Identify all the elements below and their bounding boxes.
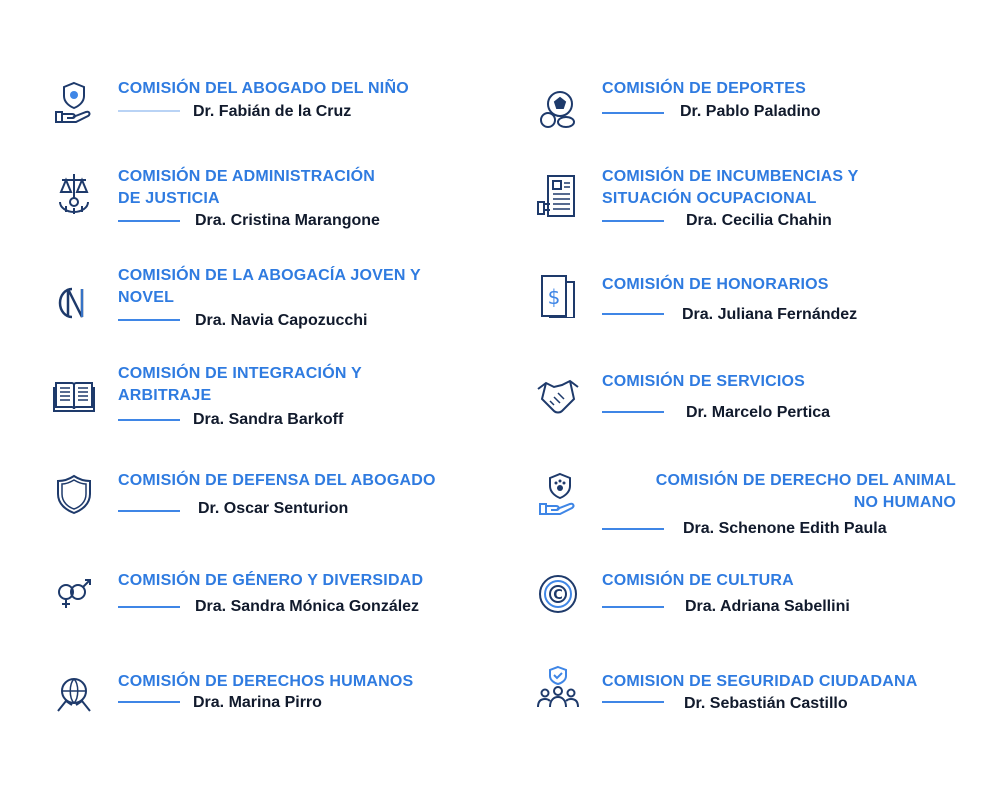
commission-leader-name: Dra. Sandra Mónica González: [195, 598, 420, 615]
divider-line: [602, 606, 664, 608]
divider-line: [602, 313, 664, 315]
cn-logo-icon: [52, 281, 96, 325]
divider-line: [602, 528, 664, 530]
commission-leader-name: Dra. Marina Pirro: [193, 694, 322, 711]
handshake-icon: [536, 373, 580, 417]
divider-line: [602, 220, 664, 222]
commission-leader-name: Dra. Schenone Edith Paula: [683, 520, 887, 537]
divider-line: [118, 606, 180, 608]
commission-item: [52, 78, 492, 128]
commission-item: [52, 166, 492, 236]
commission-item: [536, 671, 976, 721]
commission-title: COMISIÓN DE DEPORTES: [602, 80, 807, 97]
commission-leader-name: Dra. Cristina Marangone: [195, 212, 380, 229]
commission-title: COMISIÓN DE LA ABOGACÍA JOVEN Y NOVEL: [118, 267, 421, 306]
divider-line: [118, 701, 180, 703]
paw-shield-hand-icon: [536, 472, 580, 516]
commission-leader-name: Dra. Adriana Sabellini: [685, 598, 850, 615]
svg-text:C: C: [553, 588, 563, 603]
commission-item: [52, 363, 492, 433]
commission-leader-name: Dra. Sandra Barkoff: [193, 411, 344, 428]
shield-icon: [52, 472, 96, 516]
commission-item: [536, 166, 976, 236]
divider-line: [118, 110, 180, 112]
divider-line: [602, 112, 664, 114]
dollar-document-icon: [536, 274, 580, 318]
commission-title: COMISIÓN DE INCUMBENCIAS Y SITUACIÓN OCUPACIONAL: [602, 168, 859, 207]
commission-title: COMISIÓN DE DEFENSA DEL ABOGADO: [118, 472, 436, 489]
commission-title: COMISION DE SEGURIDAD CIUDADANA: [602, 673, 918, 690]
commission-item: [536, 570, 976, 620]
commission-item: [52, 265, 492, 335]
scales-gear-icon: [52, 172, 96, 216]
commission-leader-name: Dra. Navia Capozucchi: [195, 312, 368, 329]
security-people-icon: [536, 665, 580, 709]
commission-leader-name: Dr. Oscar Senturion: [198, 500, 349, 517]
divider-line: [602, 411, 664, 413]
commission-title: COMISIÓN DE CULTURA: [602, 572, 794, 589]
divider-line: [118, 419, 180, 421]
commission-leader-name: Dr. Pablo Paladino: [680, 103, 821, 120]
svg-text:$: $: [547, 285, 561, 309]
gender-symbols-icon: [52, 572, 96, 616]
commission-title: COMISIÓN DE HONORARIOS: [602, 276, 829, 293]
document-hand-icon: [536, 174, 580, 218]
commission-title: COMISIÓN DE SERVICIOS: [602, 373, 806, 390]
commission-leader-name: Dra. Cecilia Chahin: [686, 212, 832, 229]
commission-title: COMISIÓN DEL ABOGADO DEL NIÑO: [118, 80, 409, 97]
commission-title: COMISIÓN DE DERECHO DEL ANIMAL NO HUMANO: [655, 472, 956, 511]
commission-leader-name: Dr. Fabián de la Cruz: [193, 103, 352, 120]
commission-leader-name: Dra. Juliana Fernández: [682, 306, 858, 323]
commission-item: [52, 570, 492, 620]
commission-title: COMISIÓN DE GÉNERO Y DIVERSIDAD: [118, 572, 424, 589]
commission-leader-name: Dr. Sebastián Castillo: [684, 695, 848, 712]
globe-hands-icon: [52, 673, 96, 717]
sports-balls-icon: [536, 88, 580, 132]
shield-child-hand-icon: [52, 80, 96, 124]
divider-line: [602, 701, 664, 703]
open-book-icon: [52, 373, 96, 417]
commission-leader-name: Dr. Marcelo Pertica: [686, 404, 831, 421]
commission-title: COMISIÓN DE INTEGRACIÓN Y ARBITRAJE: [118, 365, 362, 404]
commission-item: [52, 470, 492, 520]
commission-title: COMISIÓN DE ADMINISTRACIÓN DE JUSTICIA: [118, 168, 376, 207]
commission-title: COMISIÓN DE DERECHOS HUMANOS: [118, 673, 414, 690]
divider-line: [118, 319, 180, 321]
commission-item: [536, 78, 976, 128]
commission-item: [536, 371, 976, 421]
commission-item: [536, 274, 976, 324]
divider-line: [118, 510, 180, 512]
commission-item: [536, 470, 976, 540]
copyright-circle-icon: [536, 572, 580, 616]
divider-line: [118, 220, 180, 222]
commission-item: [52, 671, 492, 721]
